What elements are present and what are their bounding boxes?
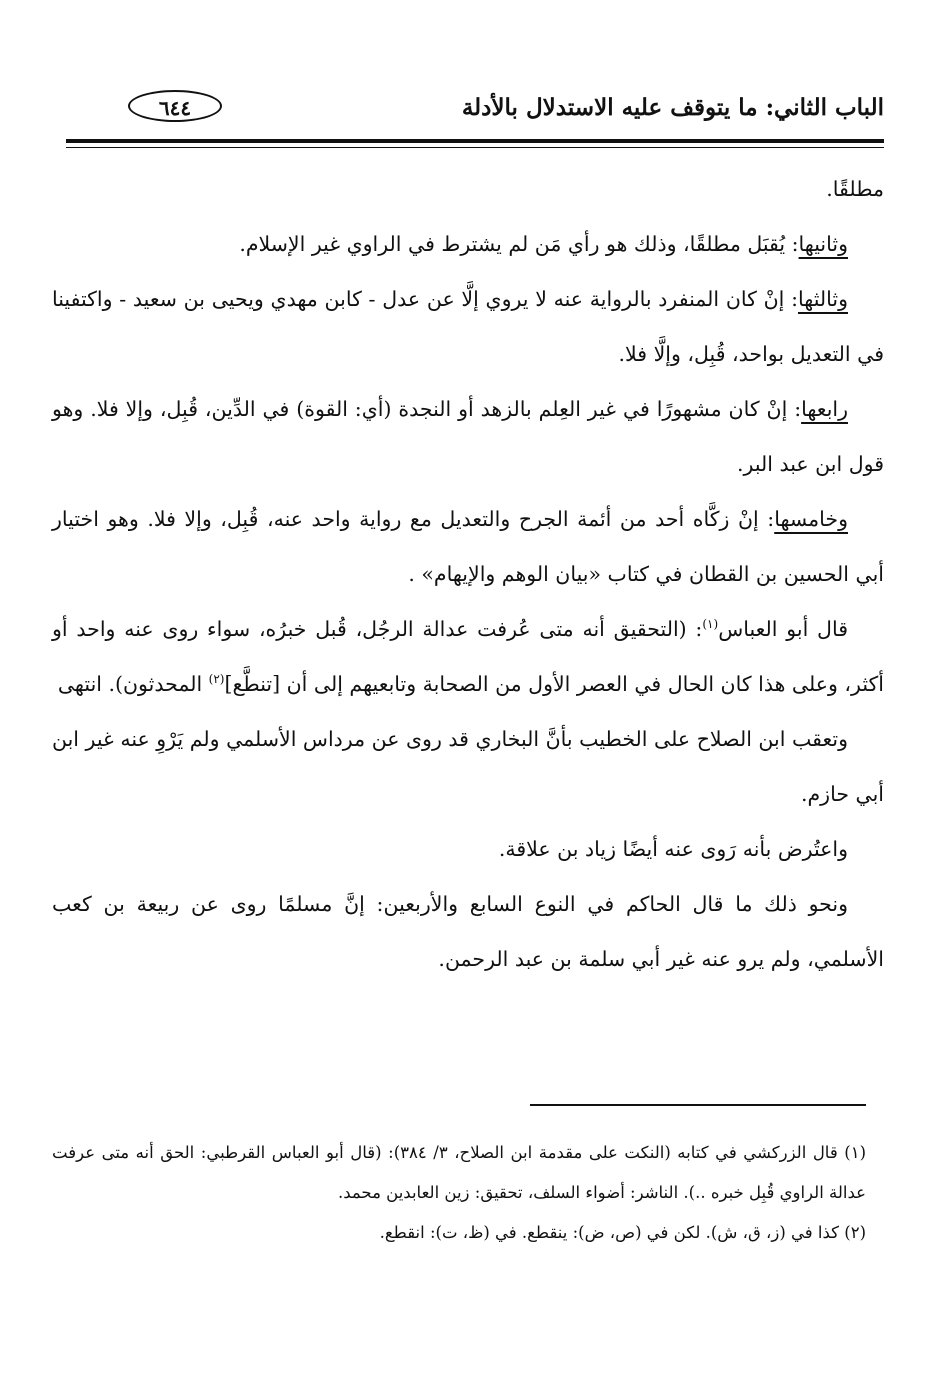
paragraph-6: وتعقب ابن الصلاح على الخطيب بأنَّ البخاري قد روى عن مرداس الأسلمي ولم يَرْوِ عنه غير ابن أبي حازم.: [52, 727, 884, 806]
main-text: [52, 162, 884, 987]
paragraph-8: ونحو ذلك ما قال الحاكم في النوع السابع والأربعين: إنَّ مسلمًا روى عن ربيعة بن كعب الأسلمي، ولم يرو عنه غير أبي سلمة بن عبد الرحمن.: [52, 892, 884, 971]
paragraph-5-b: : (التحقيق أنه متى عُرفت عدالة الرجُل، قُبل خبرُه، سواء روى عنه واحد أو أكثر، وعلى هذا كان الحال في العصر الأول من الصحابة وتابعيهم إلى أن [تنطَّع]: [52, 617, 884, 696]
footnote-separator: [530, 1104, 866, 1106]
paragraph-2-text: : إنْ كان المنفرد بالرواية عنه لا يروي إلَّا عن عدل - كابن مهدي ويحيى بن سعيد - واكتفينا في التعديل بواحد، قُبِل، وإلَّا فلا.: [52, 287, 884, 366]
paragraph-3-text: : إنْ كان مشهورًا في غير العِلم بالزهد أو النجدة (أي: القوة) في الدِّين، قُبِل، وإلا فلا. وهو قول ابن عبد البر.: [52, 397, 884, 476]
page-header: [52, 88, 884, 134]
chapter-title: الباب الثاني: ما يتوقف عليه الاستدلال بالأدلة: [461, 94, 884, 121]
footnote-2: (٢) كذا في (ز، ق، ش). لكن في (ص، ض): ينقطع. في (ظ، ت): انقطع.: [379, 1223, 866, 1242]
paragraph-5: [52, 602, 884, 712]
header-rule-thin: [66, 147, 884, 148]
paragraph-3-label: رابعها: [801, 397, 848, 421]
paragraph-4-label: وخامسها: [774, 507, 848, 531]
header-rule-thick: [66, 139, 884, 143]
paragraph-2-label: وثالثها: [798, 287, 848, 311]
footnote-ref-2[interactable]: (٢): [208, 672, 225, 687]
footnote-ref-1[interactable]: (١): [702, 617, 719, 632]
paragraph-4: [52, 492, 884, 602]
paragraph-7: واعتُرض بأنه رَوى عنه أيضًا زياد بن علاقة.: [498, 837, 848, 861]
paragraph-1-label: وثانيها: [798, 232, 848, 256]
paragraph-0: مطلقًا.: [826, 177, 884, 201]
paragraph-2: [52, 272, 884, 382]
paragraph-4-text: : إنْ زكَّاه أحد من أئمة الجرح والتعديل مع رواية واحد عنه، قُبِل، وإلا فلا. وهو اختيار أبي الحسين بن القطان في كتاب «بيان الوهم والإيهام» .: [52, 507, 884, 586]
paragraph-1-text: : يُقبَل مطلقًا، وذلك هو رأي مَن لم يشترط في الراوي غير الإسلام.: [239, 232, 799, 256]
footnote-1: (١) قال الزركشي في كتابه (النكت على مقدمة ابن الصلاح، ٣/ ٣٨٤): (قال أبو العباس القرطبي: الحق أنه متى عرفت عدالة الراوي قُبِل خبره ..). الناشر: أضواء السلف، تحقيق: زين العابدين محمد.: [52, 1143, 867, 1202]
paragraph-1: [52, 217, 884, 272]
footnotes: [52, 1133, 866, 1253]
page-number-badge: ٦٤٤: [128, 90, 222, 122]
paragraph-3: [52, 382, 884, 492]
paragraph-5-c: المحدثون). انتهى: [57, 672, 209, 696]
paragraph-5-a: قال أبو العباس: [718, 617, 848, 641]
